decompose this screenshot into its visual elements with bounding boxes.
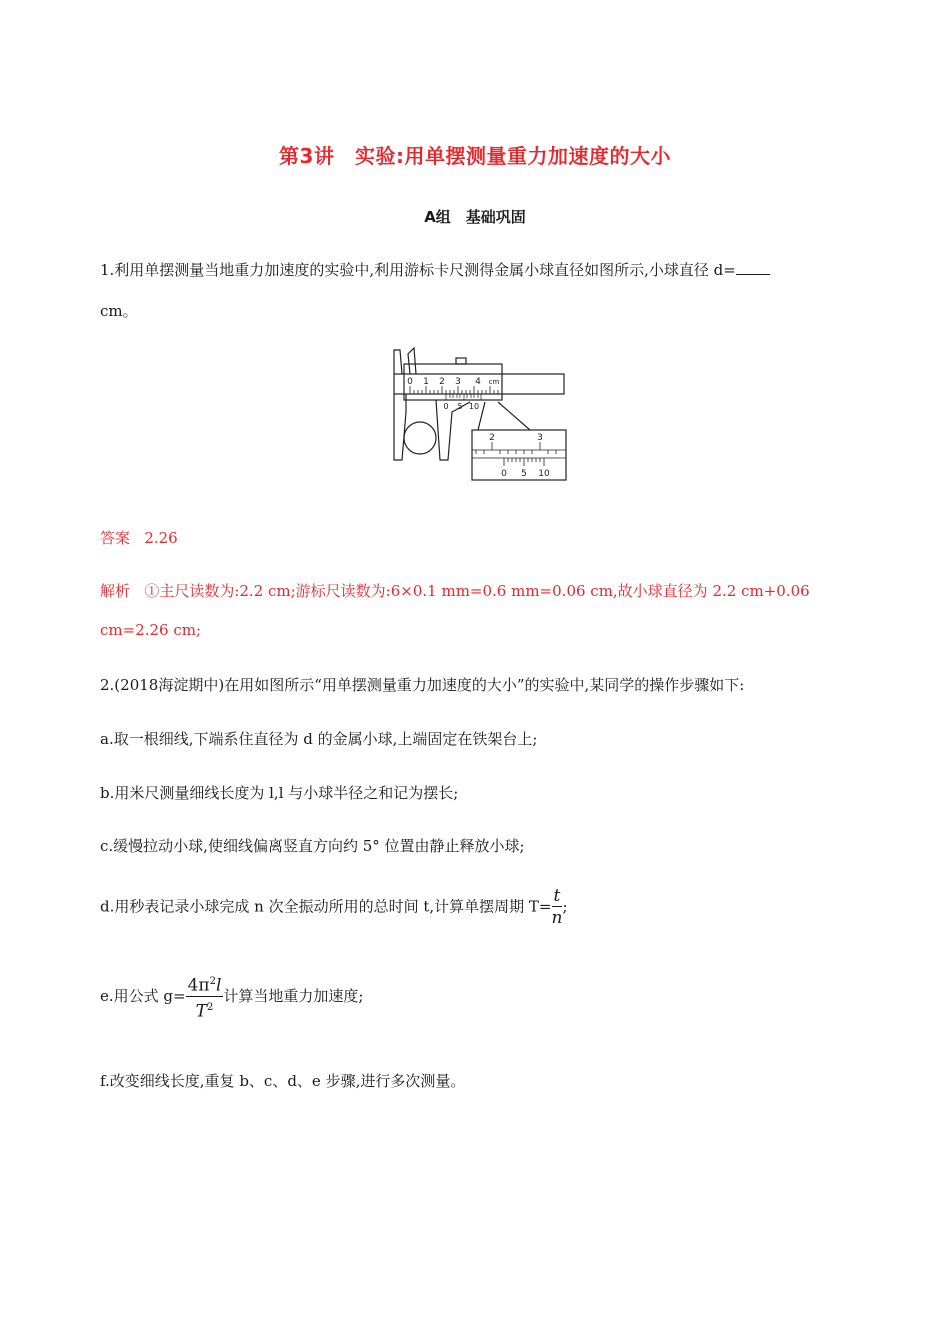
numerator-exponent: 2	[209, 976, 216, 987]
step-b: b.用米尺测量细线长度为 l,l 与小球半径之和记为摆长;	[100, 784, 459, 802]
vernier-label: 5	[457, 402, 463, 411]
step-e	[100, 972, 363, 1022]
analysis-line-2: cm=2.26 cm;	[100, 621, 202, 639]
answer-blank	[736, 260, 770, 275]
question-1-stem: 1.利用单摆测量当地重力加速度的实验中,利用游标卡尺测得金属小球直径如图所示,小球直径 d=	[100, 261, 736, 279]
main-scale-label: 4	[475, 377, 481, 387]
gravity-formula	[186, 972, 224, 1022]
zoom-main-label: 2	[489, 433, 495, 443]
main-scale-label: 3	[455, 377, 461, 387]
zoom-vernier-label: 10	[538, 469, 550, 479]
section-heading: A组 基础巩固	[424, 208, 526, 226]
step-e-text: e.用公式 g=	[100, 987, 186, 1006]
vernier-label: 0	[443, 402, 449, 411]
step-d	[100, 886, 568, 929]
analysis-label: 解析	[100, 582, 131, 600]
formula-numerator	[186, 972, 224, 997]
step-e-end: 计算当地重力加速度;	[223, 987, 364, 1006]
main-scale-label: 2	[439, 377, 445, 387]
answer-line	[100, 527, 178, 548]
unit-label: cm	[488, 378, 500, 386]
analysis-text: ①主尺读数为:2.2 cm;游标尺读数为:6×0.1 mm=0.6 mm=0.06 cm,故小球直径为 2.2 cm+0.06	[144, 582, 810, 600]
question-2-intro: 2.(2018海淀期中)在用如图所示“用单摆测量重力加速度的大小”的实验中,某同学的操作步骤如下:	[100, 676, 745, 694]
step-d-end: ;	[562, 897, 568, 916]
step-a: a.取一根细线,下端系住直径为 d 的金属小球,上端固定在铁架台上;	[100, 730, 538, 748]
step-d-text: d.用秒表记录小球完成 n 次全振动所用的总时间 t,计算单摆周期 T=	[100, 897, 552, 916]
period-fraction	[551, 886, 562, 929]
question-1-text	[100, 259, 770, 280]
main-scale-label: 0	[407, 377, 413, 387]
formula-denominator	[196, 997, 214, 1023]
fraction-numerator: t	[553, 886, 561, 906]
vernier-caliper-figure	[380, 342, 570, 487]
fraction-denominator: n	[551, 908, 563, 928]
page-title: 第3讲 实验:用单摆测量重力加速度的大小	[279, 144, 671, 168]
denominator-period: T	[195, 1001, 207, 1022]
numerator-length: l	[215, 975, 222, 996]
zoom-vernier-label: 0	[501, 469, 507, 479]
answer-label: 答案	[100, 529, 131, 547]
step-f: f.改变细线长度,重复 b、c、d、e 步骤,进行多次测量。	[100, 1072, 466, 1090]
answer-value: 2.26	[144, 529, 178, 547]
analysis-line-1	[100, 580, 810, 601]
vernier-label: 10	[468, 402, 480, 411]
zoom-vernier-label: 5	[521, 469, 527, 479]
step-c: c.缓慢拉动小球,使细线偏离竖直方向约 5° 位置由静止释放小球;	[100, 837, 525, 855]
main-scale-label: 1	[423, 377, 429, 387]
numerator-coefficient: 4π	[187, 975, 210, 996]
denominator-exponent: 2	[206, 1001, 214, 1013]
question-1-unit: cm。	[100, 302, 138, 320]
zoom-main-label: 3	[537, 433, 543, 443]
